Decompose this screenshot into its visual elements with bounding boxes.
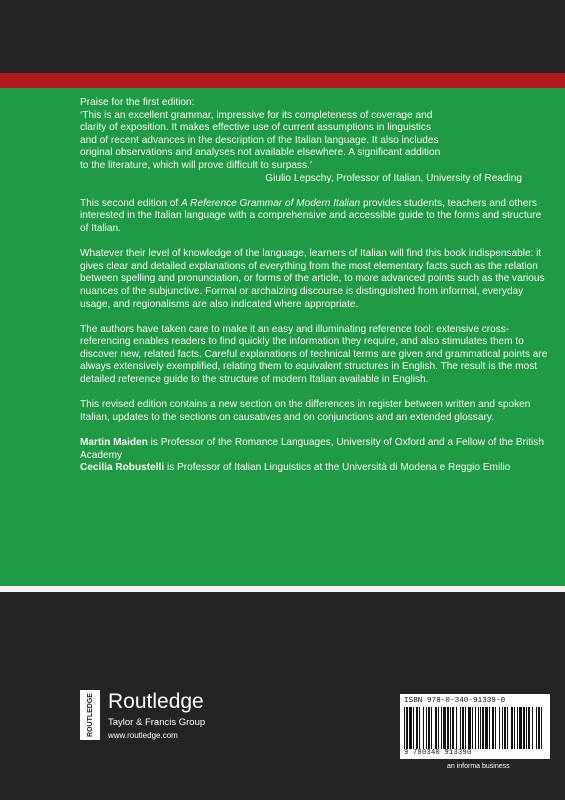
- barcode-bar: [450, 707, 451, 749]
- praise-quote-line: to the literature, which will prove difficult to surpass.’: [80, 159, 313, 171]
- publisher-name: Routledge: [108, 690, 204, 713]
- barcode-bar: [452, 707, 454, 749]
- barcode-bar: [492, 707, 494, 749]
- barcode-bars: [404, 707, 546, 749]
- barcode-bar: [426, 707, 427, 749]
- barcode-digits: 9 780340 913390: [404, 749, 472, 757]
- barcode-bar: [468, 707, 471, 749]
- blurb-panel: [0, 88, 565, 586]
- barcode-bar: [489, 707, 490, 749]
- barcode-bar: [485, 707, 488, 749]
- barcode-bar: [517, 707, 518, 749]
- author-bio-text: is Professor of the Romance Languages, University of Oxford and a Fellow of the British Academy: [80, 437, 544, 461]
- barcode-bar: [438, 707, 439, 749]
- barcode-bar: [428, 707, 430, 749]
- barcode-bar: [519, 707, 522, 749]
- praise-quote-line: ‘This is an excellent grammar, impressive for its completeness of coverage and: [80, 109, 433, 121]
- barcode-bar: [532, 707, 533, 749]
- praise-heading: Praise for the first edition:: [80, 97, 195, 108]
- barcode-bar: [443, 707, 446, 749]
- barcode-bar: [462, 707, 464, 749]
- barcode-bar: [482, 707, 484, 749]
- publisher-logo: [80, 690, 280, 750]
- praise-block: [80, 97, 550, 185]
- praise-quote-line: and of recent advances in the description of the Italian language. It also includes: [80, 134, 439, 146]
- barcode-bar: [502, 707, 503, 749]
- author-name: Cecilia Robustelli: [80, 462, 165, 474]
- barcode-bar: [478, 707, 479, 749]
- barcode-bar: [526, 707, 527, 749]
- isbn-number: ISBN 978-0-340-91339-0: [404, 697, 506, 705]
- barcode-bar: [435, 707, 437, 749]
- book-title: A Reference Grammar of Modern Italian: [181, 197, 361, 209]
- barcode-bar: [507, 707, 508, 749]
- barcode-bar: [456, 707, 457, 749]
- barcode-bar: [541, 707, 542, 749]
- red-stripe: [0, 73, 565, 88]
- routledge-mark-icon: [80, 690, 100, 740]
- barcode-bar: [538, 707, 540, 749]
- barcode-bar: [536, 707, 537, 749]
- barcode-bar: [419, 707, 420, 749]
- praise-attribution: Giulio Lepschy, Professor of Italian, University of Reading: [265, 172, 522, 184]
- barcode-bar: [480, 707, 481, 749]
- barcode-bar: [499, 707, 500, 749]
- author-name: Martin Maiden: [80, 437, 148, 449]
- author-bio: [80, 462, 550, 475]
- barcode-bar: [523, 707, 525, 749]
- barcode-bar: [495, 707, 496, 749]
- barcode-bar: [447, 707, 449, 749]
- publisher-url: www.routledge.com: [108, 731, 178, 740]
- barcode-bar: [441, 707, 442, 749]
- barcode-bar: [511, 707, 513, 749]
- top-dark-band: [0, 0, 565, 73]
- description-intro: This second edition of: [80, 197, 181, 209]
- barcode-bar: [409, 707, 412, 749]
- logo-mark-text: ROUTLEDGE: [86, 693, 94, 737]
- description-rest: provides students, teachers and others interested in the Italian language with a comprehensive and accessible guide to the forms and structure of Italian.: [80, 197, 542, 234]
- barcode-bar: [423, 707, 424, 749]
- barcode-bar: [404, 707, 405, 749]
- publisher-group: Taylor & Francis Group: [108, 717, 206, 728]
- author-bio-text: is Professor of Italian Linguistics at the Università di Modena e Reggio Emilio: [164, 462, 511, 474]
- isbn-barcode: [400, 694, 550, 759]
- barcode-bar: [406, 707, 408, 749]
- praise-quote-line: clarity of exposition. It makes effective use of current assumptions in linguistics: [80, 122, 432, 134]
- barcode-bar: [431, 707, 432, 749]
- barcode-bar: [472, 707, 473, 749]
- paragraph-audience: Whatever their level of knowledge of the language, learners of Italian will find this book indispensable: it gives clear and detailed explanations of everything from the most elementary facts such as the relation between spelling and pronunciation, or forms of the article, to more advanced points such as the various nuances of the subjunctive. Formal or archaizing discourse is distinguished from informal, everyday usage, and regionalisms are also indicated where appropriate.: [80, 248, 545, 310]
- barcode-bar: [514, 707, 515, 749]
- book-description: [80, 198, 550, 236]
- paragraph-revised-edition: This revised edition contains a new section on the differences in register between written and spoken Italian, updates to the sections on causatives and on conjunctions and an extended glossary.: [80, 399, 531, 423]
- paragraph-reference-tool: The authors have taken care to make it an easy and illuminating reference tool: extensive cross-referencing enables readers to find quickly the information they require, and also stimulates them to discover new, related facts. Careful explanations of technical terms are given and grammatical points are always extensively exemplified, relating them to equivalent structures in English. The result is the most detailed reference guide to the structure of modern Italian available in English.: [80, 323, 548, 386]
- barcode-bar: [465, 707, 466, 749]
- author-bio: [80, 437, 550, 462]
- blurb-text: [80, 97, 550, 475]
- barcode-bar: [416, 707, 418, 749]
- barcode-bar: [460, 707, 461, 749]
- informa-tagline: an informa business: [447, 763, 510, 770]
- barcode-bar: [528, 707, 530, 749]
- praise-quote-line: original observations and analyses not available elsewhere. A significant addition: [80, 147, 441, 159]
- barcode-bar: [475, 707, 476, 749]
- barcode-bar: [504, 707, 506, 749]
- barcode-bar: [413, 707, 414, 749]
